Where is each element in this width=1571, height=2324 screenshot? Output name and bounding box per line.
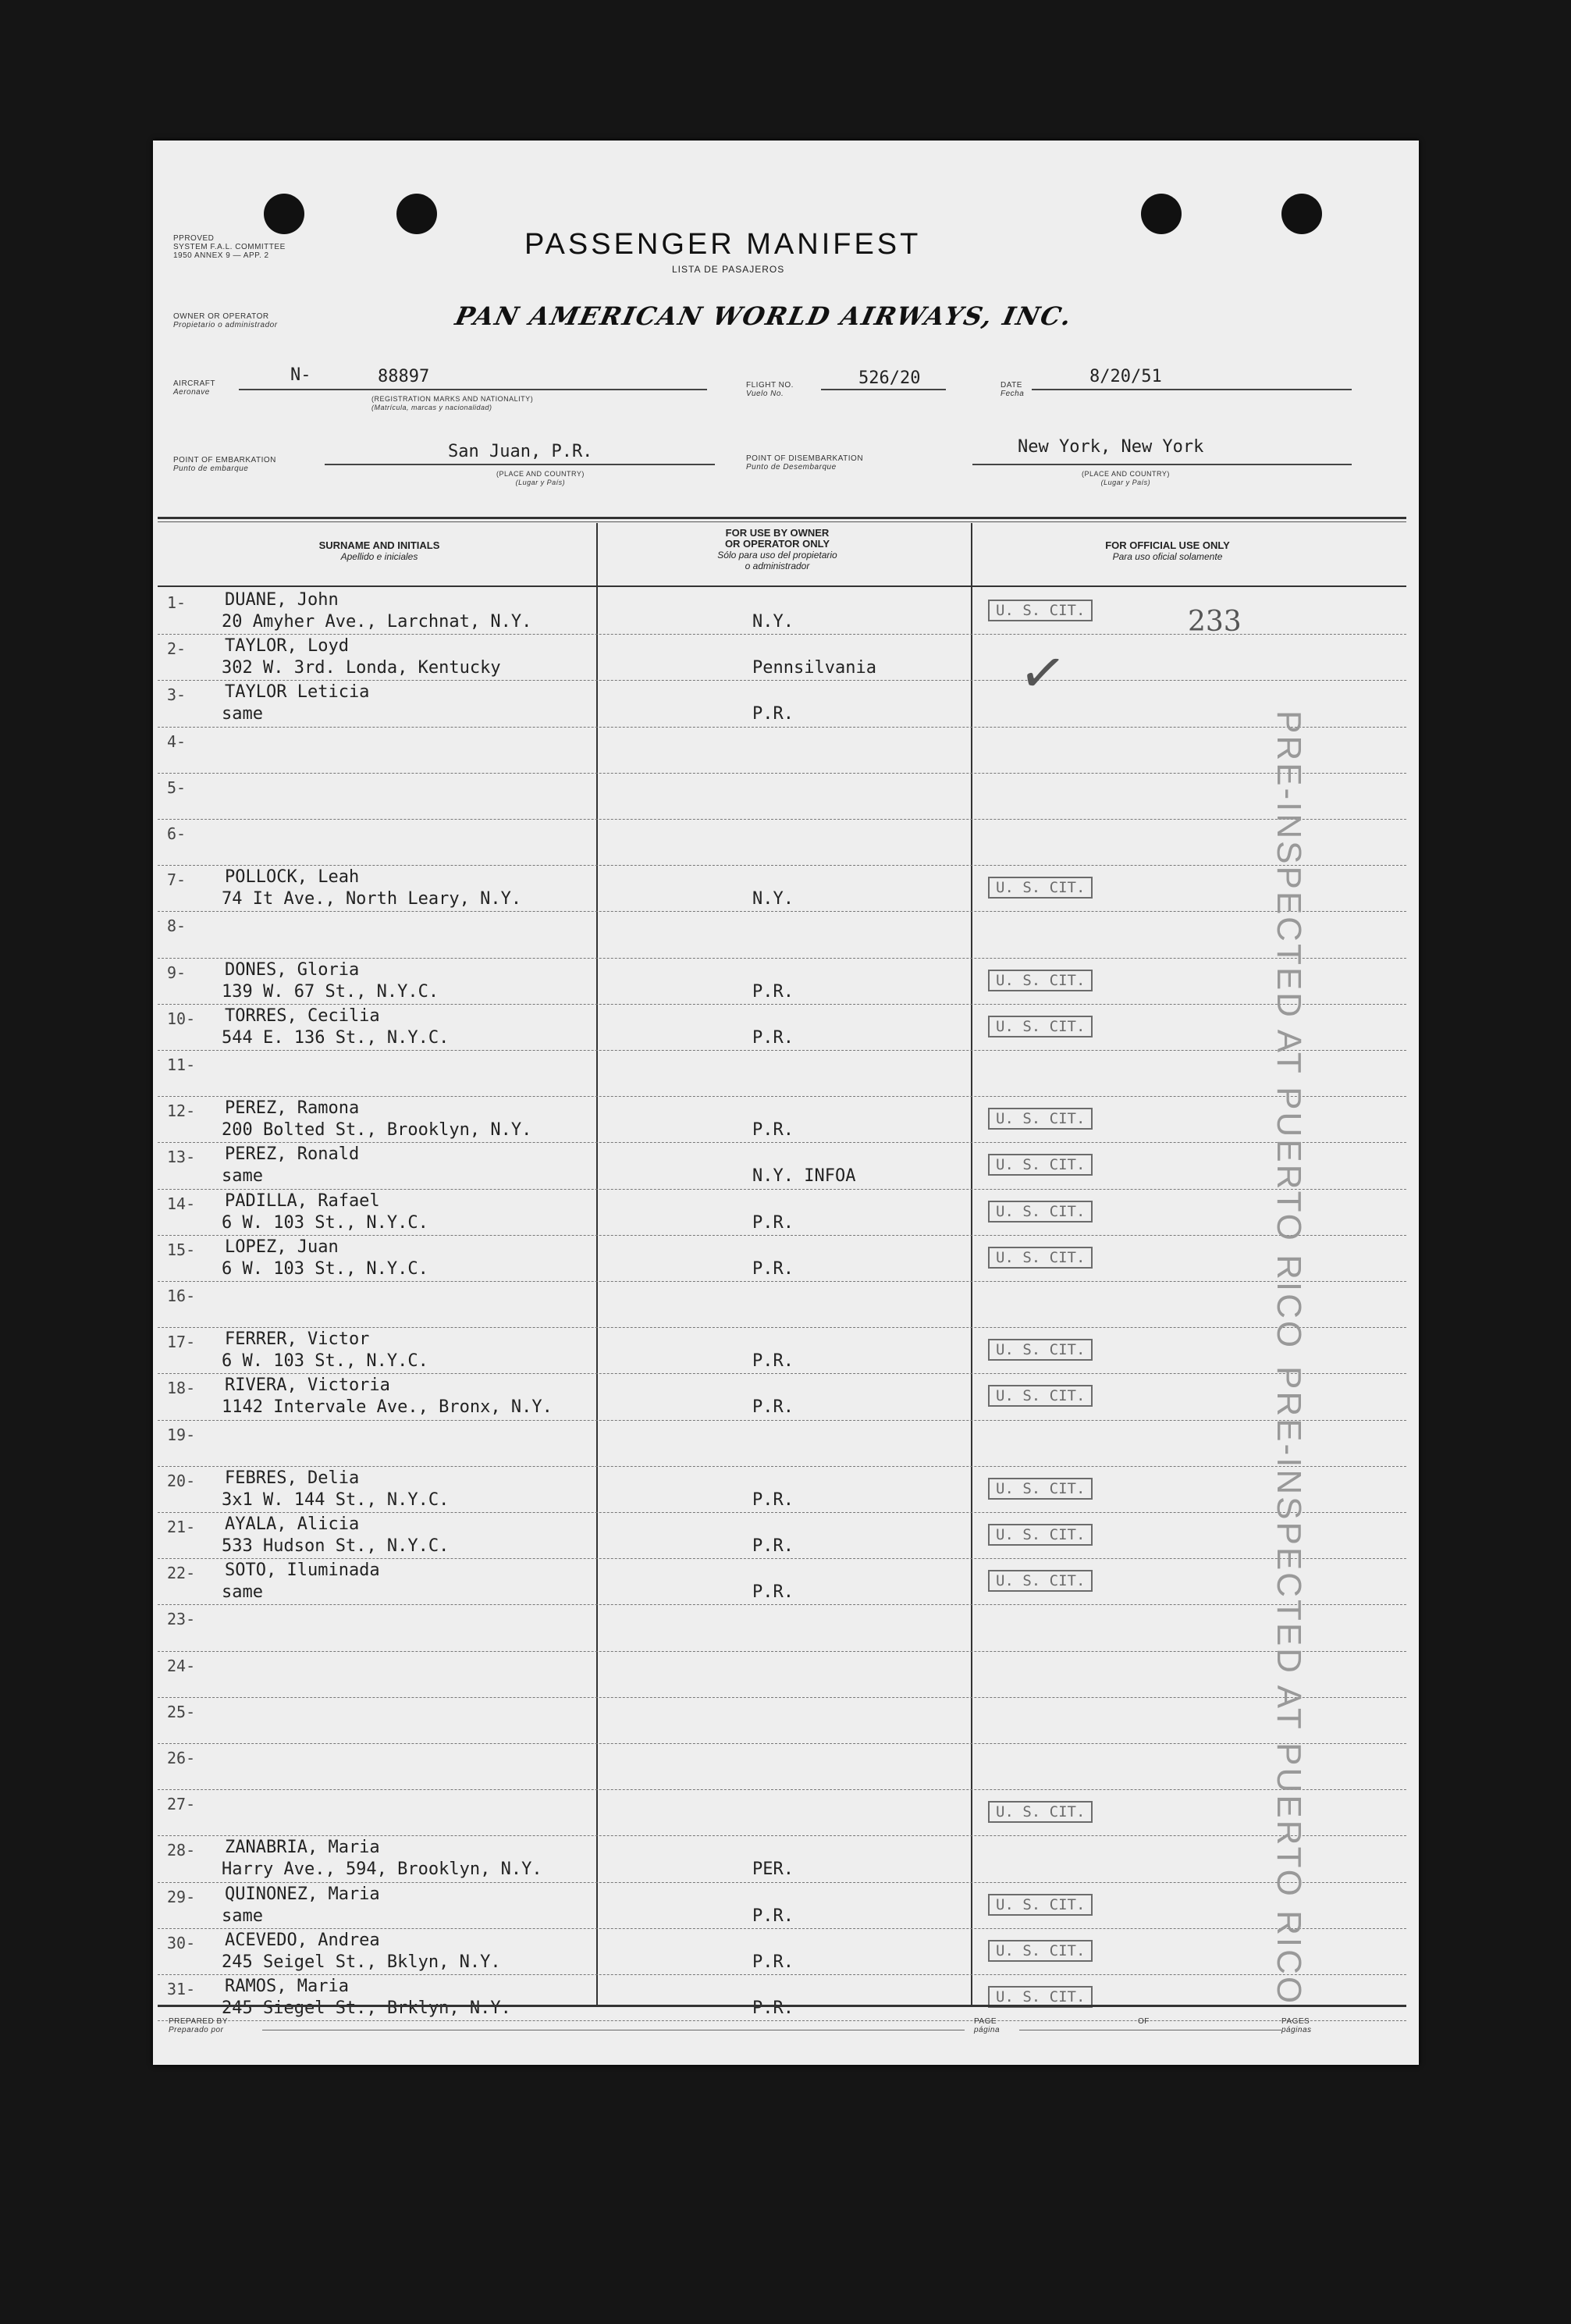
citizenship-stamp: U. S. CIT.: [988, 1940, 1093, 1962]
row-number: 19-: [167, 1425, 196, 1444]
operator-entry: P.R.: [752, 1489, 794, 1510]
operator-entry: P.R.: [752, 1536, 794, 1556]
row-number: 2-: [167, 639, 187, 659]
operator-entry: N.Y.: [752, 612, 794, 632]
table-row: [153, 1698, 1419, 1744]
row-number: 22-: [167, 1564, 196, 1583]
table-row: [153, 774, 1419, 820]
operator-entry: P.R.: [752, 1212, 794, 1233]
row-number: 28-: [167, 1841, 196, 1860]
date-value: 8/20/51: [1089, 367, 1162, 386]
col-operator-title-es: o administrador: [745, 561, 810, 571]
col-operator-title: OR OPERATOR ONLY: [724, 538, 830, 550]
table-row: [153, 1929, 1419, 1975]
citizenship-stamp: U. S. CIT.: [988, 1108, 1093, 1130]
table-row: [153, 1652, 1419, 1698]
disembark-value: New York, New York: [1018, 437, 1204, 457]
table-row: [153, 1421, 1419, 1467]
operator-entry: P.R.: [752, 1998, 794, 2018]
operator-entry: P.R.: [752, 1258, 794, 1279]
row-number: 30-: [167, 1933, 196, 1952]
citizenship-stamp: U. S. CIT.: [988, 877, 1093, 899]
disembark-label: POINT OF DISEMBARKATION: [746, 454, 864, 463]
citizenship-stamp: U. S. CIT.: [988, 1247, 1093, 1269]
table-row: [153, 728, 1419, 774]
page-label-es: página: [974, 2026, 1001, 2034]
aircraft-label: AIRCRAFT: [173, 379, 215, 388]
passenger-name: RIVERA, Victoria: [225, 1376, 390, 1396]
col-surname-title-es: Apellido e iniciales: [340, 551, 418, 562]
pre-inspection-stamp: PRE-INSPECTED AT PUERTO RICO: [1270, 710, 1308, 1351]
table-row: [153, 681, 1419, 727]
table-row: [153, 1790, 1419, 1836]
owner-label-es: Propietario o administrador: [173, 321, 278, 329]
date-label-block: [1001, 381, 1024, 398]
operator-entry: P.R.: [752, 1582, 794, 1603]
col-operator-title-es: Sólo para uso del propietario: [717, 550, 837, 561]
flight-label-es: Vuelo No.: [746, 390, 784, 398]
citizenship-stamp: U. S. CIT.: [988, 1016, 1093, 1037]
passenger-address: 6 W. 103 St., N.Y.C.: [222, 1351, 428, 1372]
manifest-sheet: [153, 141, 1419, 2065]
aircraft-value: 88897: [378, 367, 430, 386]
passenger-name: ZANABRIA, Maria: [225, 1838, 380, 1858]
disembark-underline: [972, 464, 1352, 465]
passenger-name: PADILLA, Rafael: [225, 1190, 380, 1211]
pages-label: PAGES: [1281, 2017, 1310, 2026]
approval-line: PPROVED: [173, 234, 215, 243]
passenger-name: FERRER, Victor: [225, 1329, 370, 1350]
citizenship-stamp: U. S. CIT.: [988, 1570, 1093, 1592]
row-number: 9-: [167, 963, 187, 982]
col-operator-header: [598, 528, 957, 571]
flight-underline: [821, 389, 946, 390]
table-row: [153, 1559, 1419, 1605]
place-note-es: (Lugar y País): [515, 479, 566, 486]
col-official-header: [972, 540, 1363, 562]
table-row: [153, 1328, 1419, 1374]
table-row: [153, 1143, 1419, 1189]
col-official-title-es: Para uso oficial solamente: [1112, 551, 1223, 562]
col-official-title: FOR OFFICIAL USE ONLY: [1105, 539, 1230, 551]
table-row: [153, 1836, 1419, 1882]
owner-label-block: [173, 312, 278, 329]
table-row: [153, 820, 1419, 866]
operator-entry: P.R.: [752, 1397, 794, 1418]
row-number: 13-: [167, 1148, 196, 1167]
page-label: PAGE: [974, 2017, 997, 2026]
registration-note-block: [371, 395, 533, 412]
row-number: 4-: [167, 731, 187, 751]
citizenship-stamp: U. S. CIT.: [988, 1385, 1093, 1407]
operator-entry: P.R.: [752, 1906, 794, 1926]
date-underline: [1032, 389, 1352, 390]
operator-entry: N.Y. INFOA: [752, 1166, 856, 1187]
passenger-address: 302 W. 3rd. Londa, Kentucky: [222, 658, 501, 678]
passenger-name: PEREZ, Ronald: [225, 1144, 360, 1165]
passenger-address: same: [222, 704, 263, 724]
row-number: 31-: [167, 1980, 196, 1998]
passenger-address: 20 Amyher Ave., Larchnat, N.Y.: [222, 612, 532, 632]
passenger-address: 200 Bolted St., Brooklyn, N.Y.: [222, 1120, 532, 1141]
punch-hole: [1281, 194, 1322, 234]
passenger-address: 245 Seigel St., Bklyn, N.Y.: [222, 1952, 501, 1972]
passenger-address: same: [222, 1906, 263, 1926]
row-number: 14-: [167, 1194, 196, 1213]
embark-value: San Juan, P.R.: [448, 442, 593, 461]
passenger-address: same: [222, 1582, 263, 1603]
passenger-name: PEREZ, Ramona: [225, 1098, 360, 1119]
passenger-address: 1142 Intervale Ave., Bronx, N.Y.: [222, 1397, 553, 1418]
flight-value: 526/20: [858, 368, 921, 388]
row-divider: [158, 2020, 1406, 2021]
registration-note-es: (Matrícula, marcas y nacionalidad): [371, 404, 492, 411]
aircraft-label-es: Aeronave: [173, 388, 210, 397]
passenger-address: 74 It Ave., North Leary, N.Y.: [222, 889, 522, 909]
prepared-by-label: PREPARED BY: [169, 2017, 228, 2026]
disembark-label-block: [746, 454, 863, 472]
embark-label: POINT OF EMBARKATION: [173, 456, 276, 464]
citizenship-stamp: U. S. CIT.: [988, 1894, 1093, 1916]
column-header-rule: [158, 585, 1406, 587]
place-note: (PLACE AND COUNTRY): [1082, 470, 1170, 478]
place-note-es: (Lugar y País): [1100, 479, 1151, 486]
checkmark: ✓: [1015, 637, 1071, 709]
registration-note: (REGISTRATION MARKS AND NATIONALITY): [371, 395, 534, 403]
passenger-name: SOTO, Iluminada: [225, 1561, 380, 1581]
passenger-name: DONES, Gloria: [225, 959, 360, 980]
passenger-name: TORRES, Cecilia: [225, 1005, 380, 1026]
table-row: [153, 1005, 1419, 1051]
col-surname-header: [169, 540, 590, 562]
embark-label-block: [173, 456, 276, 473]
date-label-es: Fecha: [1001, 390, 1025, 398]
operator-entry: P.R.: [752, 1952, 794, 1972]
disembark-place-note: [1082, 470, 1170, 487]
passenger-address: 245 Siegel St., Brklyn, N.Y.: [222, 1998, 511, 2018]
embark-label-es: Punto de embarque: [173, 464, 249, 473]
aircraft-label-block: [173, 379, 215, 397]
citizenship-stamp: U. S. CIT.: [988, 1201, 1093, 1223]
page-label-block: [974, 2017, 1000, 2034]
row-number: 23-: [167, 1610, 196, 1629]
passenger-name: QUINONEZ, Maria: [225, 1884, 380, 1904]
passenger-name: RAMOS, Maria: [225, 1977, 349, 1996]
table-row: [153, 912, 1419, 958]
row-number: 7-: [167, 870, 187, 890]
row-number: 11-: [167, 1055, 196, 1074]
table-row: [153, 1744, 1419, 1790]
row-number: 15-: [167, 1240, 196, 1259]
form-subtitle: LISTA DE PASAJEROS: [672, 264, 785, 275]
operator-entry: P.R.: [752, 981, 794, 1002]
citizenship-stamp: U. S. CIT.: [988, 970, 1093, 991]
passenger-name: FEBRES, Delia: [225, 1468, 360, 1488]
table-row: [153, 1282, 1419, 1328]
citizenship-stamp: U. S. CIT.: [988, 1801, 1093, 1823]
passenger-name: POLLOCK, Leah: [225, 867, 360, 888]
operator-entry: P.R.: [752, 1120, 794, 1141]
passenger-name: LOPEZ, Juan: [225, 1237, 339, 1257]
table-row: [153, 1975, 1419, 2021]
approval-line: SYSTEM F.A.L. COMMITTEE: [173, 243, 286, 251]
embark-underline: [325, 464, 715, 465]
flight-label-block: [746, 381, 794, 398]
table-row: [153, 1097, 1419, 1143]
passenger-address: 139 W. 67 St., N.Y.C.: [222, 981, 439, 1002]
row-number: 16-: [167, 1287, 196, 1305]
aircraft-underline: [239, 389, 707, 390]
citizenship-stamp: U. S. CIT.: [988, 1478, 1093, 1500]
form-title: PASSENGER MANIFEST: [524, 228, 922, 261]
approval-line: 1950 ANNEX 9 — APP. 2: [173, 251, 269, 260]
approval-block: [173, 234, 286, 260]
operator-entry: P.R.: [752, 704, 794, 724]
row-number: 29-: [167, 1887, 196, 1906]
pages-label-es: páginas: [1281, 2026, 1312, 2034]
table-row: [153, 1513, 1419, 1559]
footer-rule: [158, 2005, 1406, 2007]
owner-value: PAN AMERICAN WORLD AIRWAYS, INC.: [452, 301, 1075, 331]
passenger-address: 3x1 W. 144 St., N.Y.C.: [222, 1489, 450, 1510]
pre-inspection-stamp: PRE-INSPECTED AT PUERTO RICO: [1270, 1366, 1308, 2006]
operator-entry: Pennsilvania: [752, 658, 876, 678]
punch-hole: [1141, 194, 1182, 234]
citizenship-stamp: U. S. CIT.: [988, 1154, 1093, 1176]
row-number: 21-: [167, 1518, 196, 1536]
passenger-name: ACEVEDO, Andrea: [225, 1930, 380, 1950]
passenger-address: 6 W. 103 St., N.Y.C.: [222, 1258, 428, 1279]
handwritten-number: 233: [1188, 606, 1242, 638]
passenger-address: 544 E. 136 St., N.Y.C.: [222, 1027, 450, 1048]
of-label: OF: [1138, 2017, 1150, 2026]
table-row: [153, 1236, 1419, 1282]
punch-hole: [396, 194, 437, 234]
row-number: 24-: [167, 1656, 196, 1675]
row-number: 12-: [167, 1101, 196, 1121]
table-row: [153, 635, 1419, 681]
date-label: DATE: [1001, 381, 1022, 390]
table-row: [153, 1374, 1419, 1420]
citizenship-stamp: U. S. CIT.: [988, 600, 1093, 621]
row-number: 1-: [167, 593, 187, 612]
row-number: 6-: [167, 824, 187, 843]
citizenship-stamp: U. S. CIT.: [988, 1524, 1093, 1546]
operator-entry: N.Y.: [752, 889, 794, 909]
table-row: [153, 1190, 1419, 1236]
table-row: [153, 959, 1419, 1005]
table-row: [153, 1051, 1419, 1097]
passenger-name: TAYLOR Leticia: [225, 682, 370, 703]
passenger-name: AYALA, Alicia: [225, 1514, 360, 1534]
table-row: [153, 866, 1419, 912]
passenger-address: 6 W. 103 St., N.Y.C.: [222, 1212, 428, 1233]
passenger-address: 533 Hudson St., N.Y.C.: [222, 1536, 450, 1556]
aircraft-prefix: N-: [290, 365, 311, 385]
row-number: 20-: [167, 1471, 196, 1490]
punch-hole: [264, 194, 304, 234]
disembark-label-es: Punto de Desembarque: [746, 463, 837, 472]
row-number: 18-: [167, 1379, 196, 1398]
citizenship-stamp: U. S. CIT.: [988, 1339, 1093, 1361]
row-number: 10-: [167, 1009, 196, 1028]
col-surname-title: SURNAME AND INITIALS: [318, 539, 440, 551]
operator-entry: PER.: [752, 1860, 794, 1880]
table-row: [153, 1883, 1419, 1929]
pages-label-block: [1281, 2017, 1312, 2034]
table-row: [153, 1467, 1419, 1513]
place-note: (PLACE AND COUNTRY): [496, 470, 585, 478]
header-rule: [158, 521, 1406, 522]
passenger-name: DUANE, John: [225, 590, 339, 610]
prepared-by-label-es: Preparado por: [169, 2026, 224, 2034]
flight-label: FLIGHT NO.: [746, 381, 794, 390]
row-number: 25-: [167, 1702, 196, 1721]
col-operator-title: FOR USE BY OWNER: [725, 527, 830, 539]
row-number: 26-: [167, 1749, 196, 1767]
operator-entry: P.R.: [752, 1351, 794, 1372]
prepared-by-block: [169, 2017, 228, 2034]
passenger-name: TAYLOR, Loyd: [225, 636, 349, 657]
embark-place-note: [496, 470, 585, 487]
owner-label: OWNER OR OPERATOR: [173, 312, 269, 321]
row-number: 17-: [167, 1333, 196, 1352]
row-number: 8-: [167, 916, 187, 936]
passenger-address: same: [222, 1166, 263, 1187]
operator-entry: P.R.: [752, 1027, 794, 1048]
citizenship-stamp: U. S. CIT.: [988, 1986, 1093, 2008]
table-row: [153, 1605, 1419, 1651]
header-rule: [158, 517, 1406, 519]
passenger-address: Harry Ave., 594, Brooklyn, N.Y.: [222, 1860, 542, 1880]
row-number: 3-: [167, 685, 187, 705]
row-number: 27-: [167, 1795, 196, 1814]
row-number: 5-: [167, 778, 187, 797]
